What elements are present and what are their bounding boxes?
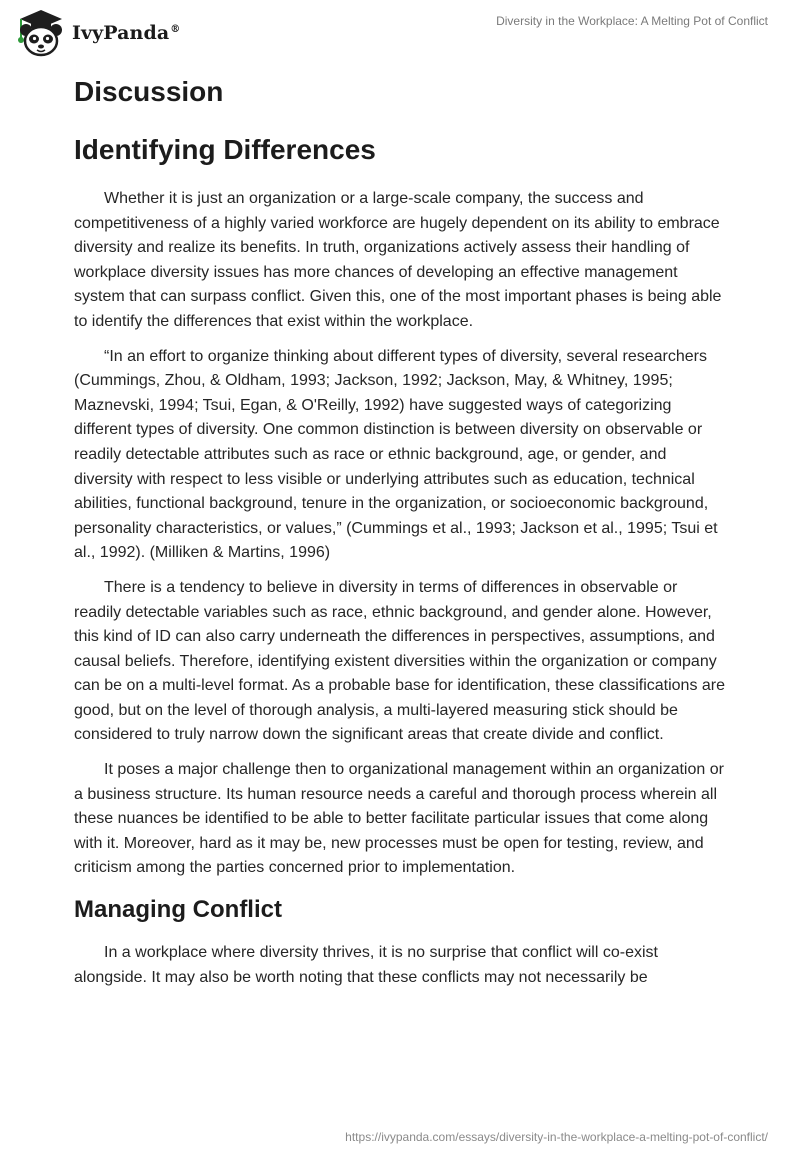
heading-identifying-differences: Identifying Differences	[74, 134, 376, 165]
document-title: Diversity in the Workplace: A Melting Pot of Conflict	[496, 14, 768, 28]
paragraph: Whether it is just an organization or a large-scale company, the success and competitiveness of a highly varied workforce are hugely dependent on its ability to embrace diversity and realize its benefits. In truth, organizations actively assess their handling of workplace diversity issues has more chances of developing an effective management system that can surpass conflict. Given this, one of the most important phases is being able to identify the differences that exist within the workplace.	[74, 190, 722, 330]
paragraph: “In an effort to organize thinking about different types of diversity, several researchers (Cummings, Zhou, & Oldham, 1993; Jackson, 1992; Jackson, May, & Whitney, 1995; Maznevski, 1994; Tsui, Egan, & O'Reilly, 1992) have suggested ways of categorizing different types of diversity. One common distinction is between diversity on observable or readily detectable attributes such as race or ethnic background, age, or gender, and diversity with respect to less visible or underlying attributes such as education, technical abilities, functional background, tenure in the organization, or socioeconomic background, personality characteristics, or values,” (Cummings et al., 1993; Jackson et al., 1995; Tsui et al., 1992). (Milliken & Martins, 1996)	[74, 347, 718, 562]
panda-graduation-cap-icon	[14, 8, 68, 58]
paragraph: There is a tendency to believe in diversity in terms of differences in observable or readily detectable variables such as race, ethnic background, and gender alone. However, this kind of ID can also carry underneath the differences in perspectives, assumptions, and causal beliefs. Therefore, identifying existent diversities within the organization or company can be on a multi-level format. As a probable base for identification, these classifications are good, but on the level of thorough analysis, a multi-layered measuring stick should be considered to truly narrow down the significant areas that create divide and conflict.	[74, 578, 726, 744]
site-logo[interactable]	[14, 8, 180, 58]
heading-managing-conflict: Managing Conflict	[74, 896, 282, 924]
logo-text: IvyPanda®	[72, 22, 181, 44]
heading-discussion: Discussion	[74, 76, 224, 107]
paragraph: In a workplace where diversity thrives, it is no surprise that conflict will co-exist alongside. It may also be worth noting that these conflicts may not necessarily be	[74, 944, 658, 986]
paragraph: It poses a major challenge then to organizational management within an organization or a business structure. Its human resource needs a careful and thorough process wherein all these nuances be identified to be able to better facilitate particular issues that come along with it. Moreover, hard as it may be, new processes must be open for testing, review, and criticism among the parties concerned prior to implementation.	[74, 761, 724, 877]
source-url[interactable]: https://ivypanda.com/essays/diversity-in-the-workplace-a-melting-pot-of-conflict/	[345, 1130, 768, 1144]
page-header	[0, 0, 800, 64]
article-body	[74, 70, 728, 1000]
